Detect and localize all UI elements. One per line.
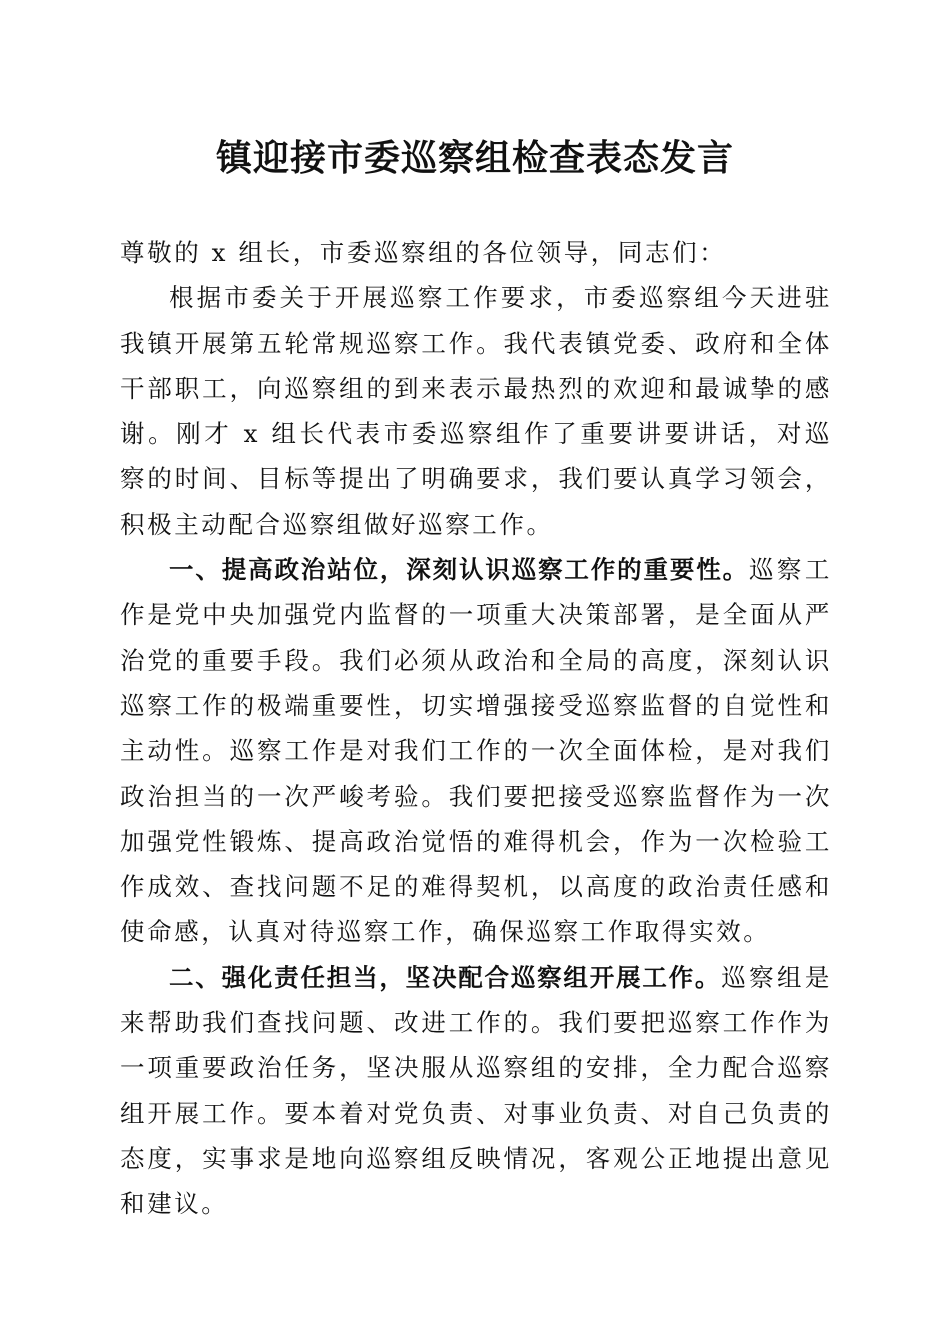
document-title: 镇迎接市委巡察组检查表态发言 [215, 137, 734, 179]
document-body [120, 230, 832, 1227]
section-two-heading: 二、强化责任担当，坚决配合巡察组开展工作。 [169, 962, 722, 992]
paragraph-section-two [120, 955, 832, 1227]
paragraph-intro-text: 根据市委关于开展巡察工作要求，市委巡察组今天进驻我镇开展第五轮常规巡察工作。我代表镇党委、政府和全体干部职工，向巡察组的到来表示最热烈的欢迎和最诚挚的感谢。刚才 x 组长代表市委巡察组作了重要讲要讲话，对巡察的时间、目标等提出了明确要求，我们要认真学习领会，积极主动配合巡察组做好巡察工作。 [120, 283, 832, 539]
paragraph-intro [120, 275, 832, 547]
paragraph-section-one [120, 547, 832, 955]
section-one-text: 巡察工作是党中央加强党内监督的一项重大决策部署，是全面从严治党的重要手段。我们必须从政治和全局的高度，深刻认识巡察工作的极端重要性，切实增强接受巡察监督的自觉性和主动性。巡察工作是对我们工作的一次全面体检，是对我们政治担当的一次严峻考验。我们要把接受巡察监督作为一次加强党性锻炼、提高政治觉悟的难得机会，作为一次检验工作成效、查找问题不足的难得契机，以高度的政治责任感和使命感，认真对待巡察工作，确保巡察工作取得实效。 [120, 555, 832, 947]
section-one-heading: 一、提高政治站位，深刻认识巡察工作的重要性。 [169, 555, 749, 585]
salutation: 尊敬的 x 组长，市委巡察组的各位领导，同志们： [120, 238, 727, 267]
section-two-text: 巡察组是来帮助我们查找问题、改进工作的。我们要把巡察工作作为一项重要政治任务，坚决服从巡察组的安排，全力配合巡察组开展工作。要本着对党负责、对事业负责、对自己负责的态度，实事求是地向巡察组反映情况，客观公正地提出意见和建议。 [120, 962, 833, 1219]
